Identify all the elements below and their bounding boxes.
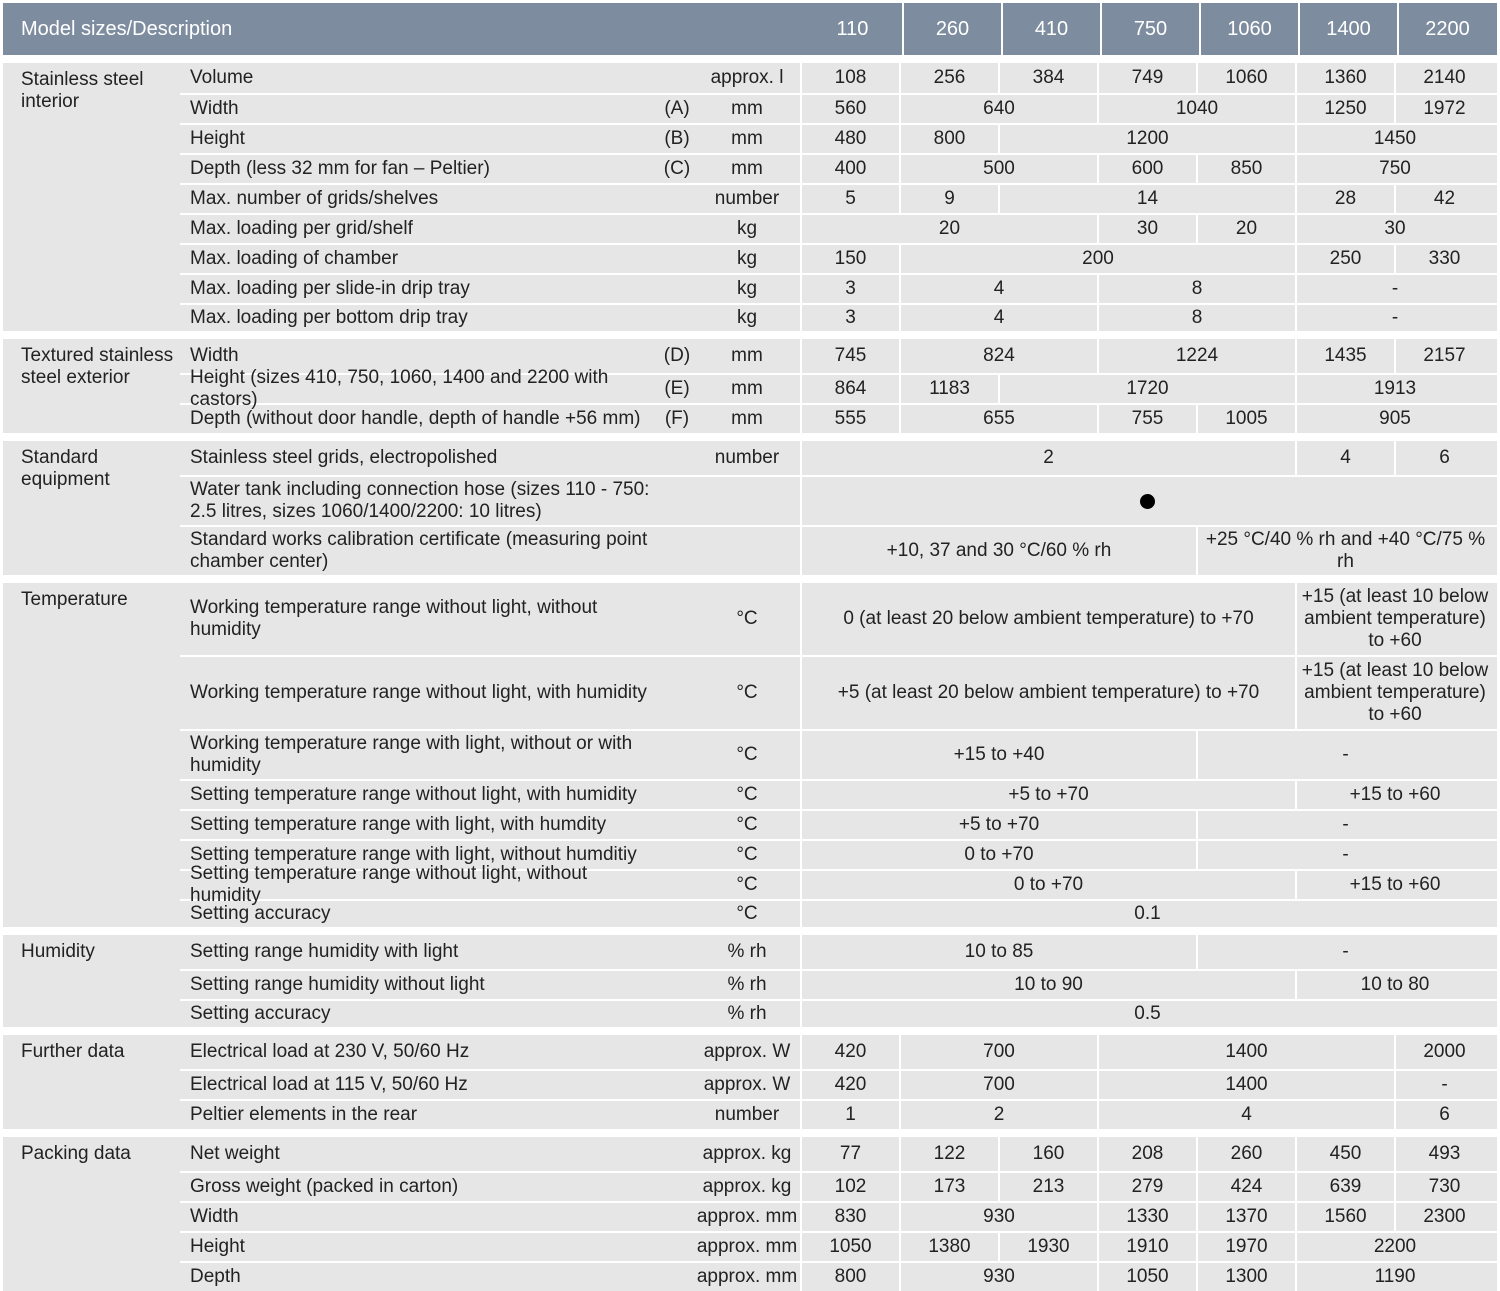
row-label: Setting temperature range with light, without humditiy xyxy=(190,844,637,865)
row-label: Setting accuracy xyxy=(190,903,331,924)
row-label: Width xyxy=(190,1206,239,1227)
row-label: Max. loading per bottom drip tray xyxy=(190,307,468,328)
row-unit: number xyxy=(714,188,780,209)
group-rows xyxy=(180,583,1497,927)
value-cell: 1910 xyxy=(1097,1233,1196,1261)
row-label: Stainless steel grids, electropolished xyxy=(190,447,498,468)
row-reference: (E) xyxy=(664,378,690,399)
value-cell: 750 xyxy=(1295,155,1493,183)
header-model-1060: 1060 xyxy=(1199,3,1298,55)
row-reference xyxy=(660,781,694,809)
row-unit: approx. kg xyxy=(702,1143,792,1164)
row-reference xyxy=(660,275,694,303)
table-row xyxy=(180,243,1497,273)
row-unit: °C xyxy=(736,903,758,924)
group-temperature xyxy=(3,583,1497,927)
value-cell: 173 xyxy=(899,1173,998,1201)
value-cell xyxy=(800,477,1493,525)
row-label: Height xyxy=(190,128,245,149)
value-cell: 330 xyxy=(1394,245,1493,273)
value-cell: 639 xyxy=(1295,1173,1394,1201)
row-unit: mm xyxy=(731,378,763,399)
value-cell: 400 xyxy=(800,155,899,183)
value-cell: 384 xyxy=(998,63,1097,93)
value-cell: 4 xyxy=(899,275,1097,303)
row-reference: (D) xyxy=(663,345,691,366)
table-row xyxy=(180,303,1497,331)
value-cell: 1930 xyxy=(998,1233,1097,1261)
value-cell: +5 to +70 xyxy=(800,811,1196,839)
value-cell: 1370 xyxy=(1196,1203,1295,1231)
row-label: Setting range humidity with light xyxy=(190,941,459,962)
row-label: Water tank including connection hose (sizes 110 - 750: 2.5 litres, sizes 1060/1400/2200: 10 litres) xyxy=(190,479,650,522)
value-cell: 14 xyxy=(998,185,1295,213)
row-unit: °C xyxy=(736,608,758,629)
row-reference xyxy=(660,1071,694,1099)
table-row xyxy=(180,1201,1497,1231)
value-cell: 30 xyxy=(1295,215,1493,243)
row-unit: approx. mm xyxy=(696,1236,798,1257)
table-row xyxy=(180,969,1497,999)
table-row xyxy=(180,1069,1497,1099)
value-cell: 493 xyxy=(1394,1137,1493,1171)
value-cell: 2000 xyxy=(1394,1035,1493,1069)
row-label: Standard works calibration certificate (measuring point chamber center) xyxy=(190,529,648,572)
row-label: Max. loading of chamber xyxy=(190,248,399,269)
value-cell: 1913 xyxy=(1295,375,1493,403)
row-label: Setting temperature range with light, with humdity xyxy=(190,814,607,835)
value-cell: - xyxy=(1295,305,1493,331)
row-reference xyxy=(660,1203,694,1231)
value-cell: 424 xyxy=(1196,1173,1295,1201)
row-reference xyxy=(660,731,694,779)
row-unit: mm xyxy=(731,128,763,149)
value-cell: +15 to +60 xyxy=(1295,781,1493,809)
value-cell: 2157 xyxy=(1394,339,1493,373)
value-cell: 420 xyxy=(800,1035,899,1069)
value-cell: 1040 xyxy=(1097,95,1295,123)
table-header xyxy=(3,3,1497,55)
value-cell: 160 xyxy=(998,1137,1097,1171)
group-stainless-steel-interior xyxy=(3,63,1497,331)
value-cell: - xyxy=(1196,935,1493,969)
table-row xyxy=(180,525,1497,575)
group-rows xyxy=(180,441,1497,575)
row-reference xyxy=(660,185,694,213)
value-cell: 0.5 xyxy=(800,1001,1493,1027)
row-reference xyxy=(660,935,694,969)
group-separator xyxy=(3,433,1497,441)
value-cell: 279 xyxy=(1097,1173,1196,1201)
value-cell: 10 to 85 xyxy=(800,935,1196,969)
row-reference xyxy=(660,477,694,525)
table-row xyxy=(180,213,1497,243)
row-reference xyxy=(660,305,694,331)
table-row xyxy=(180,1099,1497,1129)
group-name: Humidity xyxy=(21,941,95,962)
row-unit: approx. W xyxy=(703,1041,791,1062)
value-cell: 2140 xyxy=(1394,63,1493,93)
value-cell: 208 xyxy=(1097,1137,1196,1171)
value-cell: 9 xyxy=(899,185,998,213)
value-cell: 4 xyxy=(1295,441,1394,475)
header-model-2200: 2200 xyxy=(1397,3,1496,55)
value-cell: 749 xyxy=(1097,63,1196,93)
value-cell: +15 to +60 xyxy=(1295,871,1493,899)
value-cell: 1 xyxy=(800,1101,899,1129)
value-cell: 1972 xyxy=(1394,95,1493,123)
value-cell: 213 xyxy=(998,1173,1097,1201)
value-cell: 830 xyxy=(800,1203,899,1231)
group-separator xyxy=(3,927,1497,935)
table-row xyxy=(180,93,1497,123)
row-label: Depth xyxy=(190,1266,241,1287)
row-unit: °C xyxy=(736,814,758,835)
value-cell: 1183 xyxy=(899,375,998,403)
header-model-260: 260 xyxy=(902,3,1001,55)
value-cell: 905 xyxy=(1295,405,1493,433)
row-reference xyxy=(660,583,694,655)
value-cell: 6 xyxy=(1394,441,1493,475)
value-cell: +15 (at least 10 below ambient temperature) to +60 xyxy=(1295,583,1493,655)
row-reference xyxy=(660,871,694,899)
included-dot-icon xyxy=(1140,494,1155,509)
row-reference xyxy=(660,63,694,93)
value-cell: 1560 xyxy=(1295,1203,1394,1231)
row-label: Setting accuracy xyxy=(190,1003,331,1024)
row-unit: % rh xyxy=(727,1003,767,1024)
value-cell: 745 xyxy=(800,339,899,373)
value-cell: 2 xyxy=(899,1101,1097,1129)
row-reference xyxy=(660,1263,694,1291)
row-reference: (F) xyxy=(664,408,690,429)
value-cell: 600 xyxy=(1097,155,1196,183)
group-rows xyxy=(180,339,1497,433)
row-reference xyxy=(660,1173,694,1201)
spec-table xyxy=(3,3,1497,1291)
value-cell: 102 xyxy=(800,1173,899,1201)
row-reference: (B) xyxy=(664,128,690,149)
value-cell: 28 xyxy=(1295,185,1394,213)
header-model-1400: 1400 xyxy=(1298,3,1397,55)
value-cell: 800 xyxy=(899,125,998,153)
value-cell: 930 xyxy=(899,1263,1097,1291)
table-row xyxy=(180,863,1497,906)
value-cell: 0.1 xyxy=(800,901,1493,927)
row-reference xyxy=(660,441,694,475)
row-label: Setting temperature range without light, with humidity xyxy=(190,784,637,805)
value-cell: 850 xyxy=(1196,155,1295,183)
row-unit: % rh xyxy=(727,974,767,995)
row-unit: kg xyxy=(736,307,758,328)
value-cell: 930 xyxy=(899,1203,1097,1231)
table-row xyxy=(180,475,1497,525)
value-cell: 480 xyxy=(800,125,899,153)
value-cell: 5 xyxy=(800,185,899,213)
group-separator xyxy=(3,331,1497,339)
row-unit: approx. mm xyxy=(696,1206,798,1227)
group-packing-data xyxy=(3,1137,1497,1291)
value-cell: 1224 xyxy=(1097,339,1295,373)
value-cell: 1060 xyxy=(1196,63,1295,93)
group-separator xyxy=(3,1027,1497,1035)
row-reference xyxy=(660,1035,694,1069)
row-unit: mm xyxy=(731,345,763,366)
table-row xyxy=(180,809,1497,839)
table-row xyxy=(180,899,1497,927)
value-cell: 3 xyxy=(800,305,899,331)
row-reference xyxy=(660,527,694,575)
row-unit: approx. l xyxy=(710,67,784,88)
row-reference xyxy=(660,811,694,839)
row-reference xyxy=(660,1101,694,1129)
value-cell: - xyxy=(1394,1071,1493,1099)
group-name: Further data xyxy=(21,1041,125,1062)
value-cell: 10 to 80 xyxy=(1295,971,1493,999)
row-reference xyxy=(660,215,694,243)
value-cell: 450 xyxy=(1295,1137,1394,1171)
table-row xyxy=(180,403,1497,433)
value-cell: 0 to +70 xyxy=(800,841,1196,869)
table-row xyxy=(180,583,1497,655)
row-reference: (A) xyxy=(664,98,690,119)
row-label: Volume xyxy=(190,67,254,88)
row-unit: kg xyxy=(736,248,758,269)
group-separator xyxy=(3,1129,1497,1137)
value-cell: - xyxy=(1196,731,1493,779)
row-label: Max. loading per slide-in drip tray xyxy=(190,278,470,299)
table-row xyxy=(180,1171,1497,1201)
value-cell: 200 xyxy=(899,245,1295,273)
value-cell: 1380 xyxy=(899,1233,998,1261)
value-cell: 864 xyxy=(800,375,899,403)
table-row xyxy=(180,1035,1497,1069)
row-unit: number xyxy=(714,447,780,468)
value-cell: 1200 xyxy=(998,125,1295,153)
group-name: Standard equipment xyxy=(21,447,110,490)
group-name: Textured stainless steel exterior xyxy=(21,345,174,388)
value-cell: 122 xyxy=(899,1137,998,1171)
table-row xyxy=(180,441,1497,475)
table-row xyxy=(180,779,1497,809)
value-cell: +15 to +40 xyxy=(800,731,1196,779)
row-unit xyxy=(694,477,800,525)
row-unit xyxy=(694,527,800,575)
value-cell: 20 xyxy=(800,215,1097,243)
value-cell: 655 xyxy=(899,405,1097,433)
row-label: Max. loading per grid/shelf xyxy=(190,218,413,239)
value-cell: +15 (at least 10 below ambient temperature) to +60 xyxy=(1295,657,1493,729)
value-cell: 3 xyxy=(800,275,899,303)
table-row xyxy=(180,153,1497,183)
row-reference xyxy=(660,841,694,869)
value-cell: 2 xyxy=(800,441,1295,475)
row-reference xyxy=(660,901,694,927)
value-cell: 500 xyxy=(899,155,1097,183)
header-model-750: 750 xyxy=(1100,3,1199,55)
table-row xyxy=(180,655,1497,729)
row-reference xyxy=(660,1233,694,1261)
group-rows xyxy=(180,1035,1497,1129)
row-unit: °C xyxy=(736,844,758,865)
table-row xyxy=(180,367,1497,410)
group-textured-stainless-steel-exterior xyxy=(3,339,1497,433)
value-cell: 1300 xyxy=(1196,1263,1295,1291)
value-cell: +10, 37 and 30 °C/60 % rh xyxy=(800,527,1196,575)
value-cell: 800 xyxy=(800,1263,899,1291)
group-rows xyxy=(180,1137,1497,1291)
value-cell: 2200 xyxy=(1295,1233,1493,1261)
row-unit: number xyxy=(714,1104,780,1125)
row-unit: approx. W xyxy=(703,1074,791,1095)
value-cell: 256 xyxy=(899,63,998,93)
value-cell: 824 xyxy=(899,339,1097,373)
row-label: Electrical load at 115 V, 50/60 Hz xyxy=(190,1074,468,1095)
row-unit: °C xyxy=(736,874,758,895)
table-row xyxy=(180,1137,1497,1171)
row-reference: (C) xyxy=(663,158,691,179)
value-cell: 6 xyxy=(1394,1101,1493,1129)
value-cell: +5 to +70 xyxy=(800,781,1295,809)
value-cell: 1050 xyxy=(800,1233,899,1261)
table-body xyxy=(3,55,1497,1291)
value-cell: 730 xyxy=(1394,1173,1493,1201)
table-row xyxy=(180,1231,1497,1261)
row-label: Peltier elements in the rear xyxy=(190,1104,418,1125)
value-cell: 8 xyxy=(1097,305,1295,331)
value-cell: 150 xyxy=(800,245,899,273)
table-row xyxy=(180,935,1497,969)
value-cell: 2300 xyxy=(1394,1203,1493,1231)
value-cell: 1400 xyxy=(1097,1071,1394,1099)
row-unit: °C xyxy=(736,682,758,703)
row-unit: approx. kg xyxy=(702,1176,792,1197)
value-cell: 1190 xyxy=(1295,1263,1493,1291)
group-separator xyxy=(3,55,1497,63)
value-cell: 260 xyxy=(1196,1137,1295,1171)
table-row xyxy=(180,1261,1497,1291)
table-row xyxy=(180,183,1497,213)
value-cell: 1970 xyxy=(1196,1233,1295,1261)
value-cell: - xyxy=(1196,841,1493,869)
row-unit: °C xyxy=(736,744,758,765)
row-label: Depth (less 32 mm for fan – Peltier) xyxy=(190,158,490,179)
value-cell: 0 (at least 20 below ambient temperature) to +70 xyxy=(800,583,1295,655)
group-rows xyxy=(180,935,1497,1027)
row-label: Depth (without door handle, depth of handle +56 mm) xyxy=(190,408,641,429)
value-cell: 4 xyxy=(1097,1101,1394,1129)
table-row xyxy=(180,63,1497,93)
header-title: Model sizes/Description xyxy=(21,17,233,40)
row-label: Width xyxy=(190,98,239,119)
value-cell: 1360 xyxy=(1295,63,1394,93)
value-cell: 1250 xyxy=(1295,95,1394,123)
group-separator xyxy=(3,575,1497,583)
group-name: Temperature xyxy=(21,589,128,610)
row-reference xyxy=(660,971,694,999)
value-cell: 640 xyxy=(899,95,1097,123)
value-cell: 1330 xyxy=(1097,1203,1196,1231)
row-label: Setting range humidity without light xyxy=(190,974,485,995)
row-unit: mm xyxy=(731,98,763,119)
value-cell: +25 °C/40 % rh and +40 °C/75 % rh xyxy=(1196,527,1493,575)
row-unit: kg xyxy=(736,278,758,299)
value-cell: 1050 xyxy=(1097,1263,1196,1291)
value-cell: 0 to +70 xyxy=(800,871,1295,899)
group-name: Packing data xyxy=(21,1143,131,1164)
value-cell: 42 xyxy=(1394,185,1493,213)
value-cell: 1720 xyxy=(998,375,1295,403)
value-cell: 250 xyxy=(1295,245,1394,273)
row-label: Width xyxy=(190,345,239,366)
table-row xyxy=(180,123,1497,153)
group-humidity xyxy=(3,935,1497,1027)
row-label: Setting temperature range without light, without humidity xyxy=(190,863,588,906)
table-row xyxy=(180,273,1497,303)
header-model-410: 410 xyxy=(1001,3,1100,55)
value-cell: 10 to 90 xyxy=(800,971,1295,999)
row-unit: mm xyxy=(731,408,763,429)
group-rows xyxy=(180,63,1497,331)
row-unit: approx. mm xyxy=(696,1266,798,1287)
row-label: Height (sizes 410, 750, 1060, 1400 and 2200 with castors) xyxy=(190,367,609,410)
row-label: Working temperature range without light, with humidity xyxy=(190,682,647,703)
value-cell: 8 xyxy=(1097,275,1295,303)
row-unit: mm xyxy=(731,158,763,179)
value-cell: - xyxy=(1295,275,1493,303)
row-reference xyxy=(660,1137,694,1171)
row-reference xyxy=(660,657,694,729)
table-row xyxy=(180,729,1497,779)
group-name: Stainless steel interior xyxy=(21,69,144,112)
row-unit: kg xyxy=(736,218,758,239)
row-label: Height xyxy=(190,1236,245,1257)
row-reference xyxy=(660,1001,694,1027)
value-cell: 755 xyxy=(1097,405,1196,433)
value-cell: 77 xyxy=(800,1137,899,1171)
row-label: Gross weight (packed in carton) xyxy=(190,1176,459,1197)
table-row xyxy=(180,999,1497,1027)
value-cell: 4 xyxy=(899,305,1097,331)
value-cell: 1400 xyxy=(1097,1035,1394,1069)
value-cell: 1005 xyxy=(1196,405,1295,433)
value-cell: 20 xyxy=(1196,215,1295,243)
value-cell: 420 xyxy=(800,1071,899,1099)
group-standard-equipment xyxy=(3,441,1497,575)
row-label: Working temperature range without light, without humidity xyxy=(190,597,598,640)
value-cell: 560 xyxy=(800,95,899,123)
row-label: Working temperature range with light, without or with humidity xyxy=(190,733,633,776)
value-cell: 700 xyxy=(899,1035,1097,1069)
value-cell: 108 xyxy=(800,63,899,93)
row-reference xyxy=(660,245,694,273)
row-unit: % rh xyxy=(727,941,767,962)
row-unit: °C xyxy=(736,784,758,805)
group-further-data xyxy=(3,1035,1497,1129)
value-cell: 1435 xyxy=(1295,339,1394,373)
value-cell: 555 xyxy=(800,405,899,433)
value-cell: - xyxy=(1196,811,1493,839)
header-model-110: 110 xyxy=(836,17,869,40)
row-label: Electrical load at 230 V, 50/60 Hz xyxy=(190,1041,470,1062)
value-cell: +5 (at least 20 below ambient temperature) to +70 xyxy=(800,657,1295,729)
value-cell: 30 xyxy=(1097,215,1196,243)
row-label: Net weight xyxy=(190,1143,280,1164)
value-cell: 700 xyxy=(899,1071,1097,1099)
row-label: Max. number of grids/shelves xyxy=(190,188,439,209)
value-cell: 1450 xyxy=(1295,125,1493,153)
